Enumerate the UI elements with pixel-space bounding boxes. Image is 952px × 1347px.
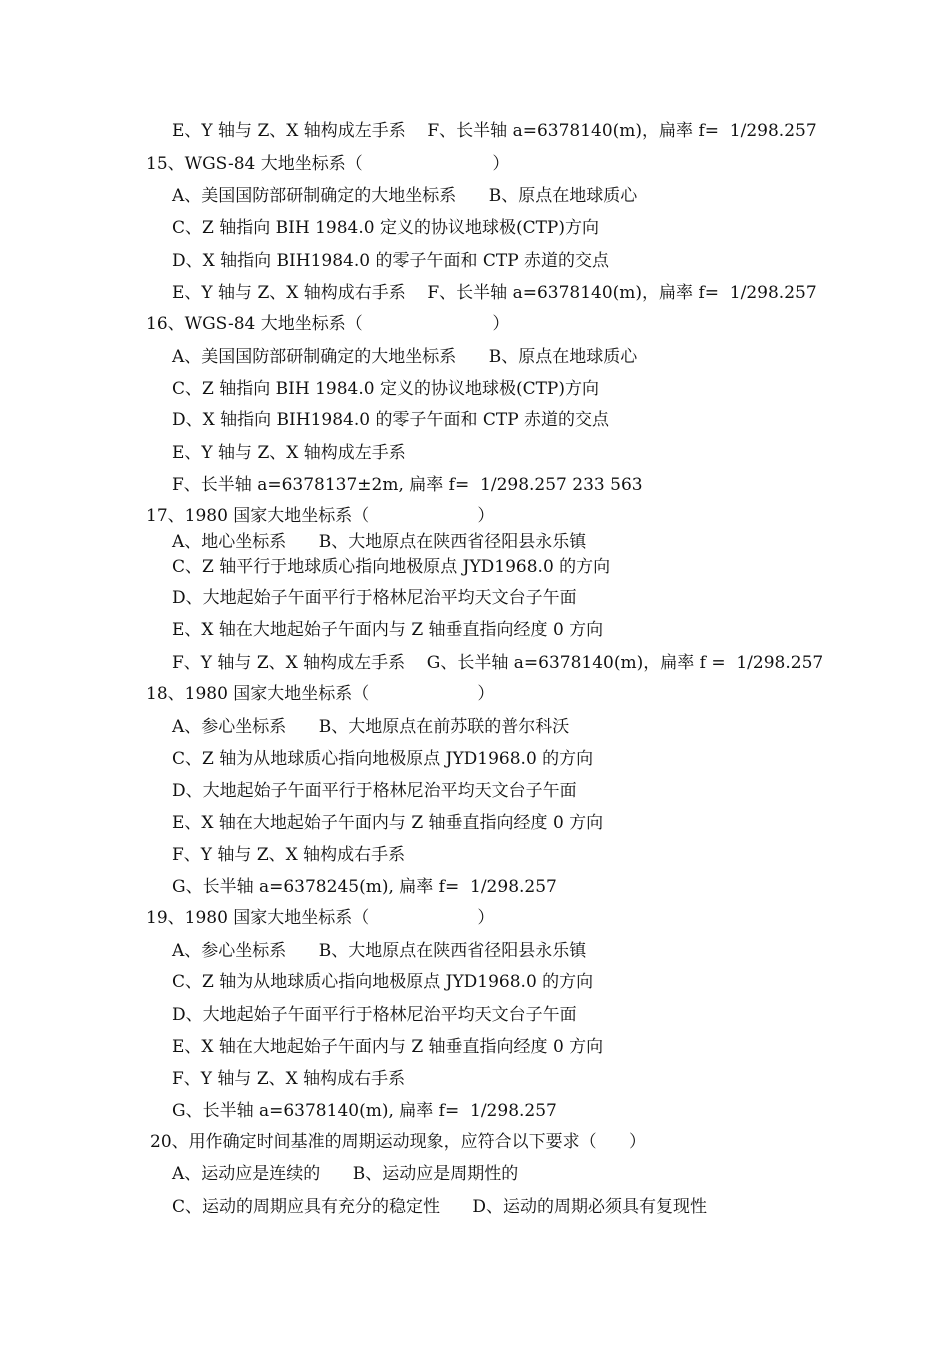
q18-option-g: G、长半轴 a=6378245(m), 扁率 f= 1/298.257 <box>172 877 557 897</box>
q20-stem: 20、用作确定时间基准的周期运动现象，应符合以下要求（ ） <box>150 1132 647 1152</box>
q15-option-ef: E、Y 轴与 Z、X 轴构成右手系 F、长半轴 a=6378140(m)，扁率 f= 1/298.257 <box>172 283 817 303</box>
q16-option-f: F、长半轴 a=6378137±2m, 扁率 f= 1/298.257 233 563 <box>172 475 643 495</box>
q16-option-ab: A、美国国防部研制确定的大地坐标系 B、原点在地球质心 <box>172 347 638 367</box>
q18-option-c: C、Z 轴为从地球质心指向地极原点 JYD1968.0 的方向 <box>172 749 594 769</box>
q15-option-c: C、Z 轴指向 BIH 1984.0 定义的协议地球极(CTP)方向 <box>172 218 599 238</box>
q15-option-ab: A、美国国防部研制确定的大地坐标系 B、原点在地球质心 <box>172 186 638 206</box>
q19-option-d: D、大地起始子午面平行于格林尼治平均天文台子午面 <box>172 1005 577 1025</box>
q16-option-d: D、X 轴指向 BIH1984.0 的零子午面和 CTP 赤道的交点 <box>172 410 610 430</box>
q16-option-e: E、Y 轴与 Z、X 轴构成左手系 <box>172 443 406 463</box>
q14-option-ef: E、Y 轴与 Z、X 轴构成左手系 F、长半轴 a=6378140(m)，扁率 f= 1/298.257 <box>172 121 817 141</box>
q17-option-ab: A、地心坐标系 B、大地原点在陕西省径阳县永乐镇 <box>172 532 587 552</box>
q19-option-c: C、Z 轴为从地球质心指向地极原点 JYD1968.0 的方向 <box>172 972 594 992</box>
q19-option-e: E、X 轴在大地起始子午面内与 Z 轴垂直指向经度 0 方向 <box>172 1037 604 1057</box>
q17-option-d: D、大地起始子午面平行于格林尼治平均天文台子午面 <box>172 588 577 608</box>
q20-option-cd: C、运动的周期应具有充分的稳定性 D、运动的周期必须具有复现性 <box>172 1197 708 1217</box>
q18-stem: 18、1980 国家大地坐标系（ ） <box>146 684 495 704</box>
q19-option-g: G、长半轴 a=6378140(m), 扁率 f= 1/298.257 <box>172 1101 557 1121</box>
q18-option-e: E、X 轴在大地起始子午面内与 Z 轴垂直指向经度 0 方向 <box>172 813 604 833</box>
q18-option-ab: A、参心坐标系 B、大地原点在前苏联的普尔科沃 <box>172 717 570 737</box>
q15-option-d: D、X 轴指向 BIH1984.0 的零子午面和 CTP 赤道的交点 <box>172 251 610 271</box>
q17-option-fg: F、Y 轴与 Z、X 轴构成左手系 G、长半轴 a=6378140(m)，扁率 f = 1/298.257 <box>172 653 824 673</box>
q17-option-c: C、Z 轴平行于地球质心指向地极原点 JYD1968.0 的方向 <box>172 557 611 577</box>
q15-stem: 15、WGS-84 大地坐标系（ ） <box>146 154 510 174</box>
q19-option-ab: A、参心坐标系 B、大地原点在陕西省径阳县永乐镇 <box>172 941 587 961</box>
q16-option-c: C、Z 轴指向 BIH 1984.0 定义的协议地球极(CTP)方向 <box>172 379 599 399</box>
q20-option-ab: A、运动应是连续的 B、运动应是周期性的 <box>172 1164 519 1184</box>
q17-option-e: E、X 轴在大地起始子午面内与 Z 轴垂直指向经度 0 方向 <box>172 620 604 640</box>
q19-option-f: F、Y 轴与 Z、X 轴构成右手系 <box>172 1069 406 1089</box>
q16-stem: 16、WGS-84 大地坐标系（ ） <box>146 314 510 334</box>
q17-stem: 17、1980 国家大地坐标系（ ） <box>146 506 495 526</box>
q18-option-d: D、大地起始子午面平行于格林尼治平均天文台子午面 <box>172 781 577 801</box>
q18-option-f: F、Y 轴与 Z、X 轴构成右手系 <box>172 845 406 865</box>
q19-stem: 19、1980 国家大地坐标系（ ） <box>146 908 495 928</box>
